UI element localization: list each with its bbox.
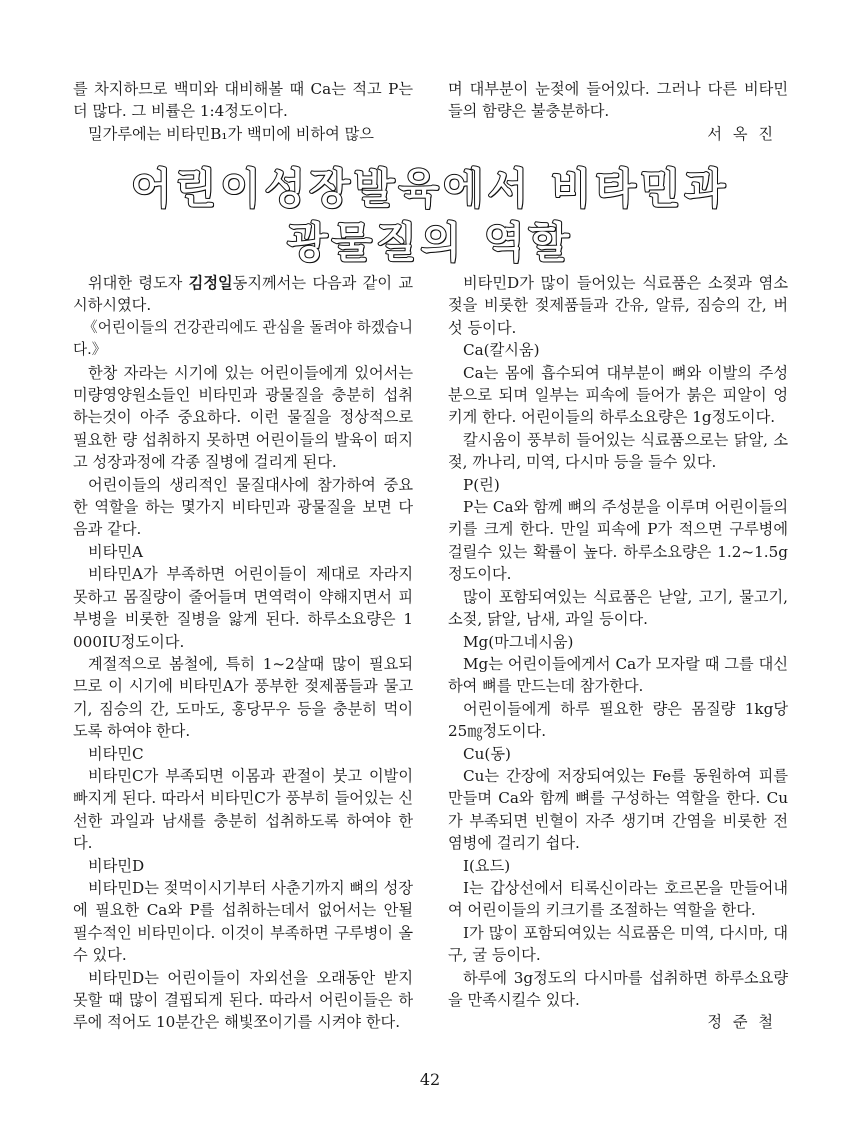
- top-left-column: [73, 78, 413, 145]
- section-heading: 비타민C: [88, 744, 144, 763]
- paragraph: 비타민D가 많이 들어있는 식료품은 소젖과 염소젖을 비롯한 젖제품들과 간유, 알류, 짐승의 간, 버섯 등이다.: [448, 274, 788, 337]
- section-heading: Ca(칼시움): [463, 341, 540, 360]
- section-heading: 비타민A: [88, 542, 143, 561]
- intro-lead-end: 동지께서는 다음과 같이 교시하시였다.: [73, 274, 413, 315]
- left-column: [73, 272, 413, 1034]
- leader-quote: 《어린이들의 건강관리에도 관심을 돌려야 하겠습니다.》: [73, 318, 413, 359]
- section-heading: P(린): [463, 475, 500, 494]
- paragraph: Mg는 어린이들에게서 Ca가 모자랄 때 그를 대신하여 뼈를 만드는데 참가한다.: [448, 654, 788, 696]
- article-title-line-1: 어린이성장발육에서 비타민과: [130, 164, 730, 213]
- author-signature: 서 옥 진: [707, 124, 776, 143]
- continued-paragraph: 를 차지하므로 백미와 대비해볼 때 Ca는 적고 P는 더 많다. 그 비률은 1:4정도이다.: [73, 80, 413, 121]
- paragraph: Cu는 간장에 저장되여있는 Fe를 동원하여 피를 만들며 Ca와 함께 뼈를 구성하는 역할을 한다. Cu가 부족되면 빈혈이 자주 생기며 간염을 비롯한 전염병에 걸리기 쉽다.: [448, 766, 788, 853]
- paragraph: Ca는 몸에 흡수되여 대부분이 뼈와 이발의 주성분으로 되며 일부는 피속에 들어가 붉은 피알이 엉키게 한다. 어린이들의 하루소요량은 1g정도이다.: [448, 363, 788, 427]
- intro-lead: 위대한 령도자: [88, 274, 189, 292]
- right-column: [448, 272, 788, 1034]
- continued-paragraph: 며 대부분이 눈젖에 들어있다. 그러나 다른 비타민들의 함량은 불충분하다.: [448, 80, 788, 121]
- left-body: [73, 362, 413, 1034]
- section-heading: Mg(마그네시움): [463, 632, 574, 651]
- section-heading: Cu(동): [463, 744, 511, 763]
- leader-name: 김정일: [188, 274, 233, 292]
- paragraph: 비타민D는 어린이들이 자외선을 오래동안 받지 못할 때 많이 결핍되게 된다. 따라서 어린이들은 하루에 적어도 10분간은 해빛쪼이기를 시켜야 한다.: [73, 968, 413, 1032]
- paragraph: 밀가루에는 비타민B₁가 백미에 비하여 많으: [88, 124, 374, 143]
- paragraph: 비타민D는 젖먹이시기부터 사춘기까지 뼈의 성장에 필요한 Ca와 P를 섭취하는데서 없어서는 안될 필수적인 비타민이다. 이것이 부족하면 구루병이 올수 있다.: [73, 878, 413, 965]
- page-number: 42: [419, 1070, 441, 1089]
- paragraph: 하루에 3g정도의 다시마를 섭취하면 하루소요량을 만족시킬수 있다.: [448, 968, 788, 1009]
- section-heading: I(요드): [463, 856, 511, 875]
- paragraph: 어린이들의 생리적인 물질대사에 참가하여 중요한 역할을 하는 몇가지 비타민과 광물질을 보면 다음과 같다.: [73, 475, 413, 539]
- paragraph: 어린이들에게 하루 필요한 량은 몸질량 1kg당 25㎎정도이다.: [448, 699, 788, 741]
- article-title-line-2: 광물질의 역할: [286, 218, 574, 267]
- section-heading: 비타민D: [88, 856, 145, 875]
- paragraph: I가 많이 포함되여있는 식료품은 미역, 다시마, 대구, 굴 등이다.: [448, 923, 788, 965]
- paragraph: P는 Ca와 함께 뼈의 주성분을 이루며 어린이들의 키를 크게 한다. 만일 피속에 P가 적으면 구루병에 걸릴수 있는 확률이 높다. 하루소요량은 1.2~1.5g정도이다.: [448, 498, 788, 584]
- author-signature: 정 준 철: [707, 1013, 776, 1032]
- paragraph: 많이 포함되여있는 식료품은 낟알, 고기, 물고기, 소젖, 닭알, 남새, 과일 등이다.: [448, 587, 788, 629]
- paragraph: 비타민C가 부족되면 이몸과 관절이 붓고 이발이 빠지게 된다. 따라서 비타민C가 풍부히 들어있는 신선한 과일과 남새를 충분히 섭취하도록 하여야 한다.: [73, 766, 413, 853]
- intro-paragraph: [73, 272, 413, 317]
- paragraph: 비타민A가 부족하면 어린이들이 제대로 자라지 못하고 몸질량이 줄어들며 면역력이 약해지면서 피부병을 비롯한 질병을 앓게 된다. 하루소요량은 1 000IU정도이다.: [73, 565, 413, 651]
- paragraph: 한창 자라는 시기에 있는 어린이들에게 있어서는 미량영양원소들인 비타민과 광물질을 충분히 섭취하는것이 아주 중요하다. 이런 물질을 정상적으로 필요한 량 섭취하지 못하면 어린이들의 발육이 떠지고 성장과정에 각종 질병에 걸리게 된다.: [73, 363, 413, 472]
- top-right-column: [448, 78, 788, 145]
- paragraph: 칼시움이 풍부히 들어있는 식료품으로는 닭알, 소젖, 까나리, 미역, 다시마 등을 들수 있다.: [448, 430, 788, 472]
- paragraph: I는 갑상선에서 티록신이라는 호르몬을 만들어내여 어린이들의 키크기를 조절하는 역할을 한다.: [448, 878, 788, 920]
- right-body: [448, 272, 788, 1011]
- paragraph: 계절적으로 봄철에, 특히 1~2살때 많이 필요되므로 이 시기에 비타민A가 풍부한 젖제품들과 물고기, 짐승의 간, 도마도, 홍당무우 등을 충분히 먹이도록 하여야 한다.: [73, 654, 413, 741]
